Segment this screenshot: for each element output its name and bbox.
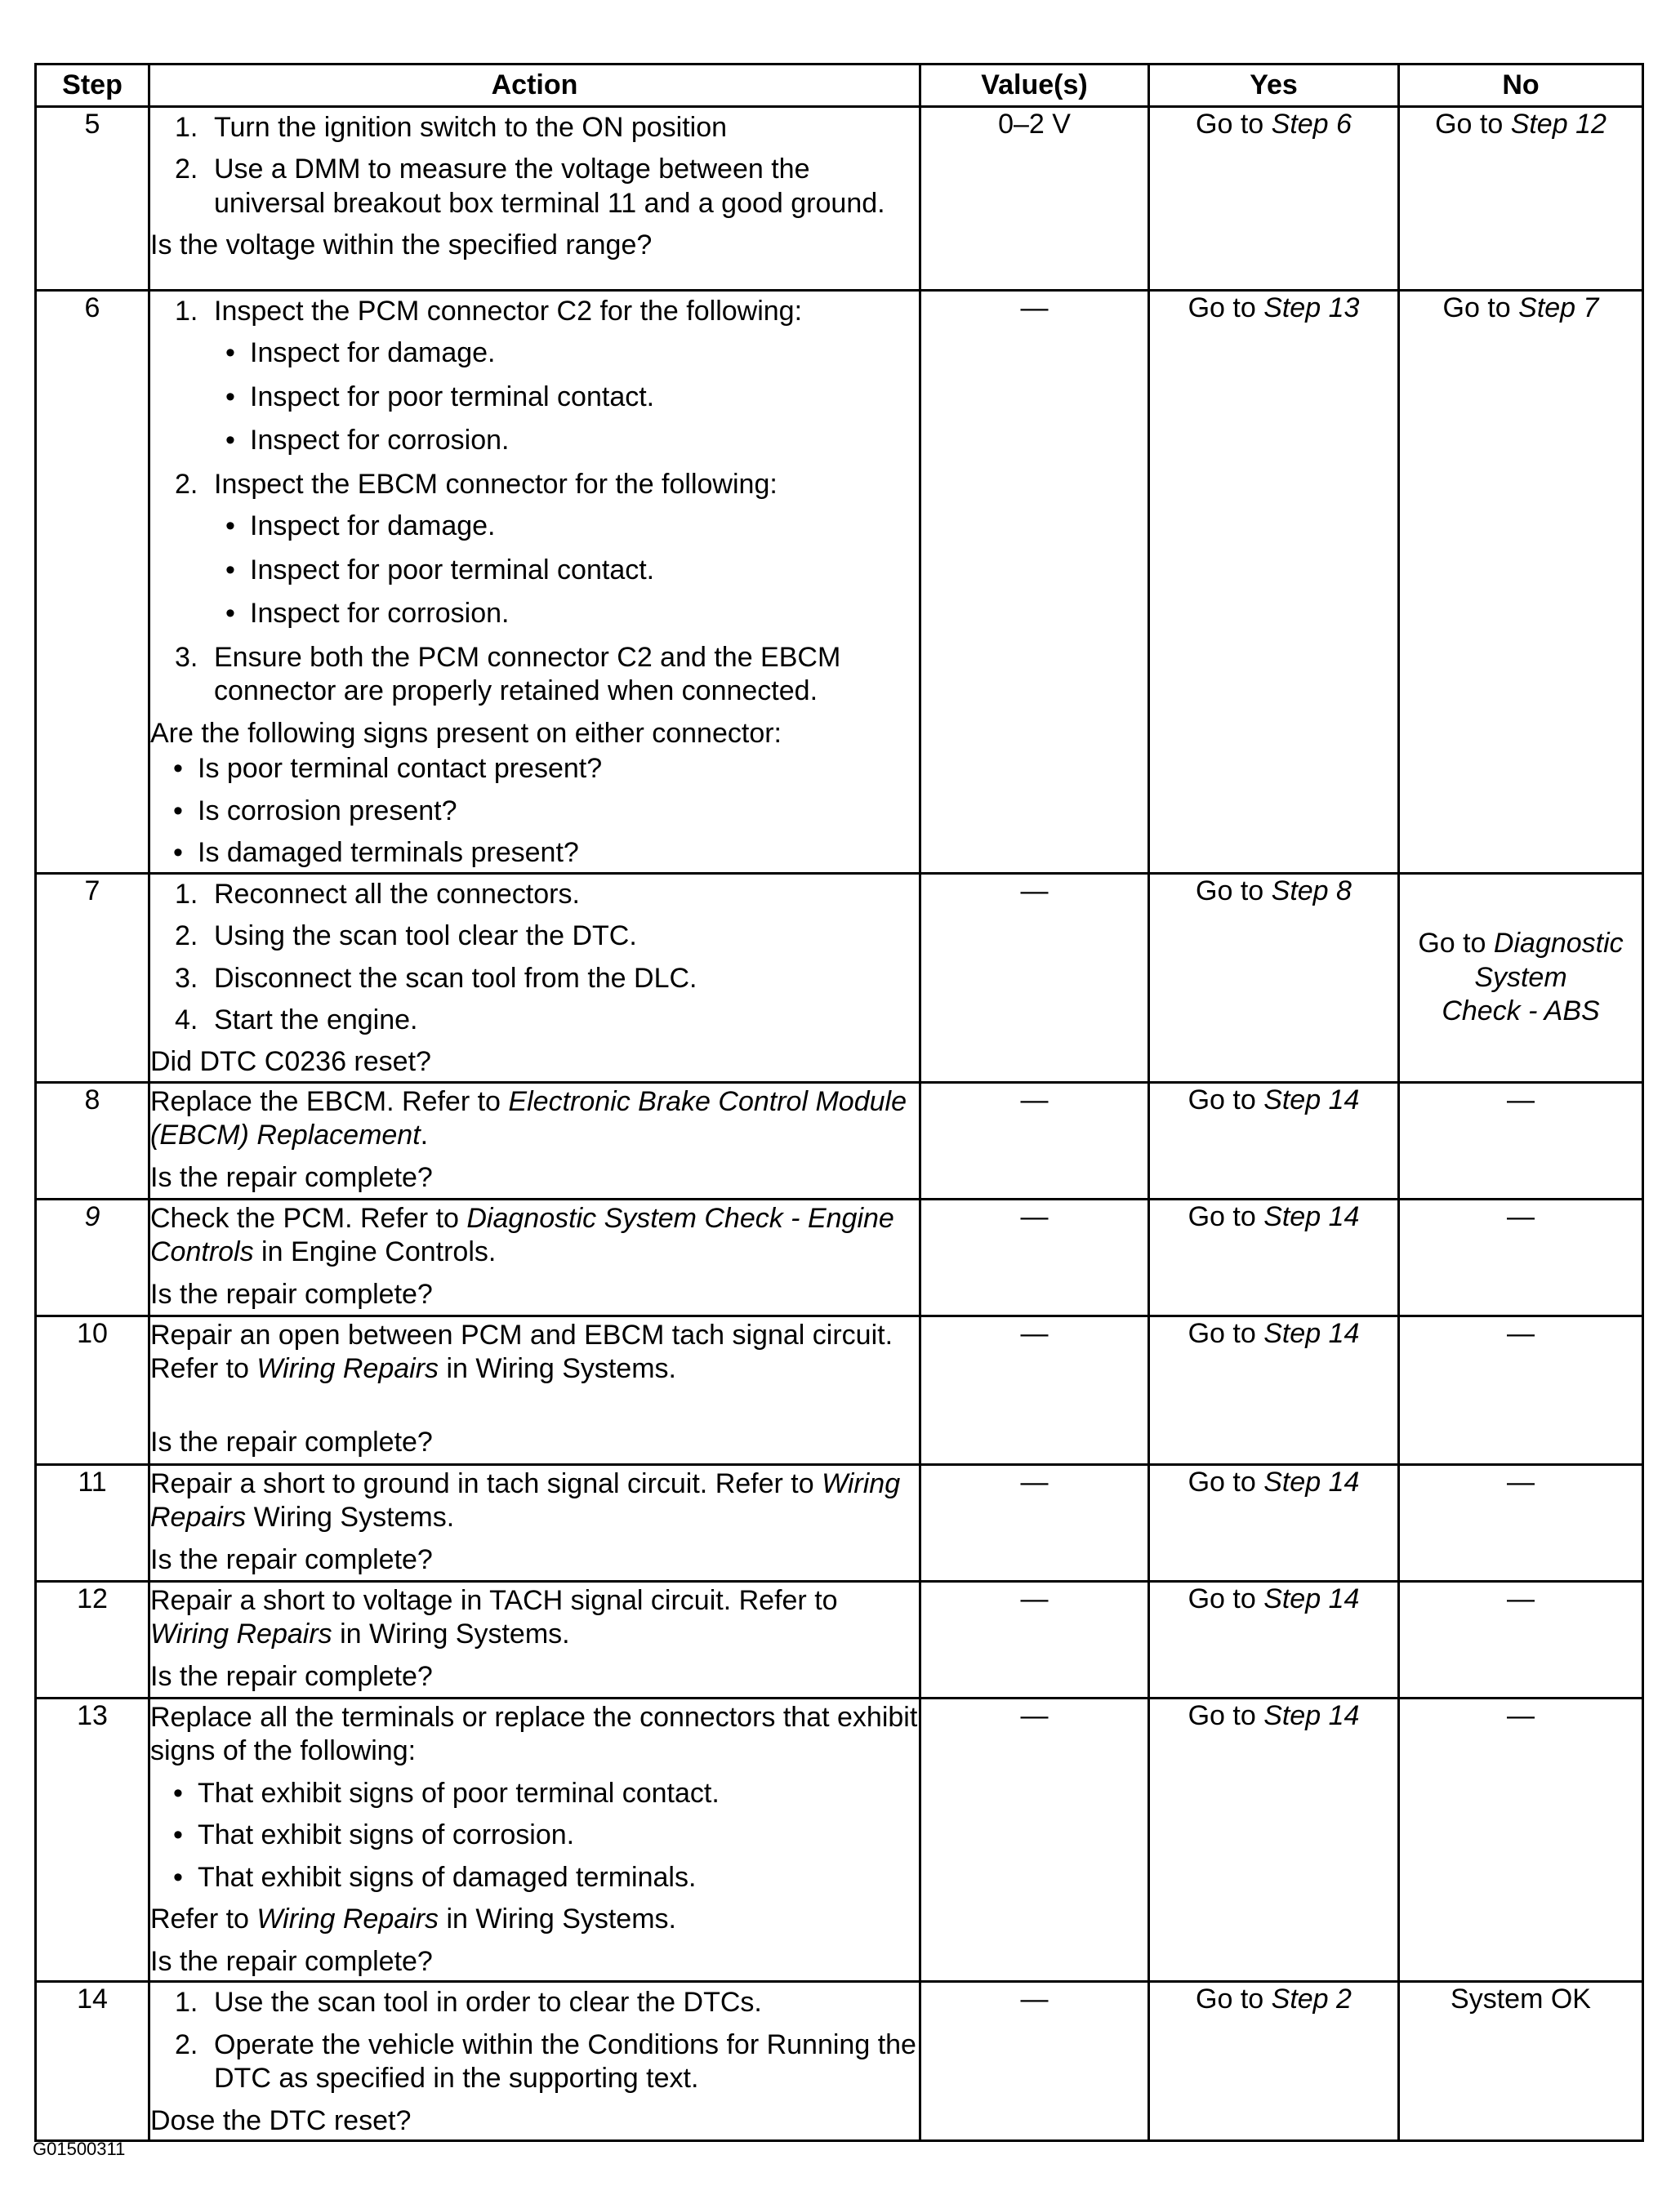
- action-text: Repair a short to ground in tach signal circuit. Refer to Wiring Repairs Wiring Systems.: [150, 1467, 901, 1534]
- list-item: 1. Use the scan tool in order to clear the DTCs.: [175, 1987, 762, 2019]
- step-number: 7: [36, 873, 149, 1082]
- value-cell: —: [920, 1082, 1149, 1199]
- table-row: [36, 1581, 1643, 1698]
- question: Did DTC C0236 reset?: [150, 1046, 431, 1078]
- action-cell: [149, 1581, 920, 1698]
- table-row: [36, 1464, 1643, 1581]
- bullet-item: • Inspect for corrosion.: [225, 425, 510, 456]
- yes-cell: Go to Step 14: [1149, 1082, 1399, 1199]
- question: Is the repair complete?: [150, 1161, 433, 1193]
- question: Is the repair complete?: [150, 1945, 433, 1977]
- action-cell: [149, 1698, 920, 1981]
- question: Is the repair complete?: [150, 1543, 433, 1575]
- no-cell: —: [1399, 1464, 1643, 1581]
- yes-cell: Go to Step 2: [1149, 1982, 1399, 2141]
- list-item: 1. Reconnect all the connectors.: [175, 878, 580, 910]
- step-number: 5: [36, 107, 149, 291]
- table-row: [36, 873, 1643, 1082]
- no-cell: —: [1399, 1316, 1643, 1464]
- value-cell: 0–2 V: [920, 107, 1149, 291]
- table-row: [36, 1082, 1643, 1199]
- step-number: 12: [36, 1581, 149, 1698]
- action-text: Check the PCM. Refer to Diagnostic System Check - Engine Controls in Engine Controls.: [150, 1202, 894, 1268]
- action-text: Replace the EBCM. Refer to Electronic Brake Control Module (EBCM) Replacement.: [150, 1085, 907, 1151]
- yes-cell: Go to Step 6: [1149, 107, 1399, 291]
- list-item: 3. Disconnect the scan tool from the DLC.: [175, 962, 697, 994]
- action-cell: [149, 1982, 920, 2141]
- action-cell: [149, 291, 920, 874]
- value-cell: —: [920, 1464, 1149, 1581]
- value-cell: —: [920, 1316, 1149, 1464]
- value-cell: —: [920, 1698, 1149, 1981]
- step-number: 8: [36, 1082, 149, 1199]
- table-row: [36, 107, 1643, 291]
- table-row: [36, 291, 1643, 874]
- table-row: [36, 1316, 1643, 1464]
- action-cell: [149, 1082, 920, 1199]
- action-cell: [149, 1316, 920, 1464]
- yes-cell: Go to Step 14: [1149, 1464, 1399, 1581]
- action-text: Replace all the terminals or replace the connectors that exhibit signs of the following:: [150, 1701, 918, 1767]
- list-item: 2. Using the scan tool clear the DTC.: [175, 920, 637, 952]
- reference-text: Refer to Wiring Repairs in Wiring Systems.: [150, 1903, 676, 1935]
- step-number: 10: [36, 1316, 149, 1464]
- step-number: 13: [36, 1698, 149, 1981]
- list-item: 1. Turn the ignition switch to the ON position: [175, 112, 728, 143]
- header-step: Step: [36, 65, 149, 107]
- action-text: Repair an open between PCM and EBCM tach signal circuit. Refer to Wiring Repairs in Wiring Systems.: [150, 1319, 893, 1385]
- no-cell: Go to Step 7: [1399, 291, 1643, 874]
- step-number: 9: [36, 1199, 149, 1316]
- value-cell: —: [920, 1581, 1149, 1698]
- yes-cell: Go to Step 14: [1149, 1698, 1399, 1981]
- table-row: [36, 1199, 1643, 1316]
- action-text: Repair a short to voltage in TACH signal circuit. Refer to Wiring Repairs in Wiring Systems.: [150, 1584, 838, 1650]
- action-cell: [149, 107, 920, 291]
- no-cell: Go to Diagnostic System Check - ABS: [1399, 873, 1643, 1082]
- diagnostic-table: [34, 63, 1644, 2142]
- no-cell: System OK: [1399, 1982, 1643, 2141]
- action-cell: [149, 873, 920, 1082]
- table-row: [36, 1982, 1643, 2141]
- header-yes: Yes: [1149, 65, 1399, 107]
- list-item: 1. Inspect the PCM connector C2 for the following:: [175, 296, 803, 327]
- bullet-item: • That exhibit signs of poor terminal contact.: [173, 1777, 720, 1809]
- figure-code: G01500311: [33, 2139, 126, 2159]
- action-cell: [149, 1464, 920, 1581]
- yes-cell: Go to Step 14: [1149, 1199, 1399, 1316]
- list-item: 2. Inspect the EBCM connector for the following:: [175, 468, 778, 500]
- question: Is the repair complete?: [150, 1278, 433, 1310]
- bullet-item: • Inspect for poor terminal contact.: [225, 554, 655, 586]
- header-no: No: [1399, 65, 1643, 107]
- header-values: Value(s): [920, 65, 1149, 107]
- question: Is the repair complete?: [150, 1660, 433, 1692]
- question: Are the following signs present on either connector:: [150, 717, 782, 749]
- no-cell: Go to Step 12: [1399, 107, 1643, 291]
- yes-cell: Go to Step 14: [1149, 1581, 1399, 1698]
- bullet-item: • Is poor terminal contact present?: [173, 753, 603, 785]
- action-cell: [149, 1199, 920, 1316]
- yes-cell: Go to Step 8: [1149, 873, 1399, 1082]
- header-row: [36, 65, 1643, 107]
- bullet-item: • Is corrosion present?: [173, 795, 457, 826]
- bullet-item: • Inspect for damage.: [225, 337, 496, 369]
- no-cell: —: [1399, 1199, 1643, 1316]
- bullet-item: • Inspect for poor terminal contact.: [225, 381, 655, 412]
- bullet-item: • That exhibit signs of damaged terminals.: [173, 1861, 697, 1893]
- step-number: 14: [36, 1982, 149, 2141]
- table-row: [36, 1698, 1643, 1981]
- value-cell: —: [920, 873, 1149, 1082]
- bullet-item: • Is damaged terminals present?: [173, 837, 579, 869]
- no-cell: —: [1399, 1581, 1643, 1698]
- no-cell: —: [1399, 1698, 1643, 1981]
- header-action: Action: [149, 65, 920, 107]
- value-cell: —: [920, 291, 1149, 874]
- step-number: 6: [36, 291, 149, 874]
- bullet-item: • Inspect for damage.: [225, 510, 496, 542]
- bullet-item: • That exhibit signs of corrosion.: [173, 1819, 575, 1851]
- list-item: 2. Use a DMM to measure the voltage between the universal breakout box terminal 11 and a good ground.: [175, 154, 885, 219]
- list-item: 3. Ensure both the PCM connector C2 and the EBCM connector are properly retained when connected.: [175, 641, 841, 707]
- step-number: 11: [36, 1464, 149, 1581]
- question: Is the repair complete?: [150, 1426, 433, 1458]
- list-item: 2. Operate the vehicle within the Conditions for Running the DTC as specified in the supporting text.: [175, 2028, 916, 2095]
- question: Is the voltage within the specified range?: [150, 229, 653, 261]
- value-cell: —: [920, 1982, 1149, 2141]
- no-cell: —: [1399, 1082, 1643, 1199]
- question: Dose the DTC reset?: [150, 2104, 412, 2136]
- list-item: 4. Start the engine.: [175, 1004, 418, 1035]
- bullet-item: • Inspect for corrosion.: [225, 598, 510, 630]
- yes-cell: Go to Step 13: [1149, 291, 1399, 874]
- yes-cell: Go to Step 14: [1149, 1316, 1399, 1464]
- value-cell: —: [920, 1199, 1149, 1316]
